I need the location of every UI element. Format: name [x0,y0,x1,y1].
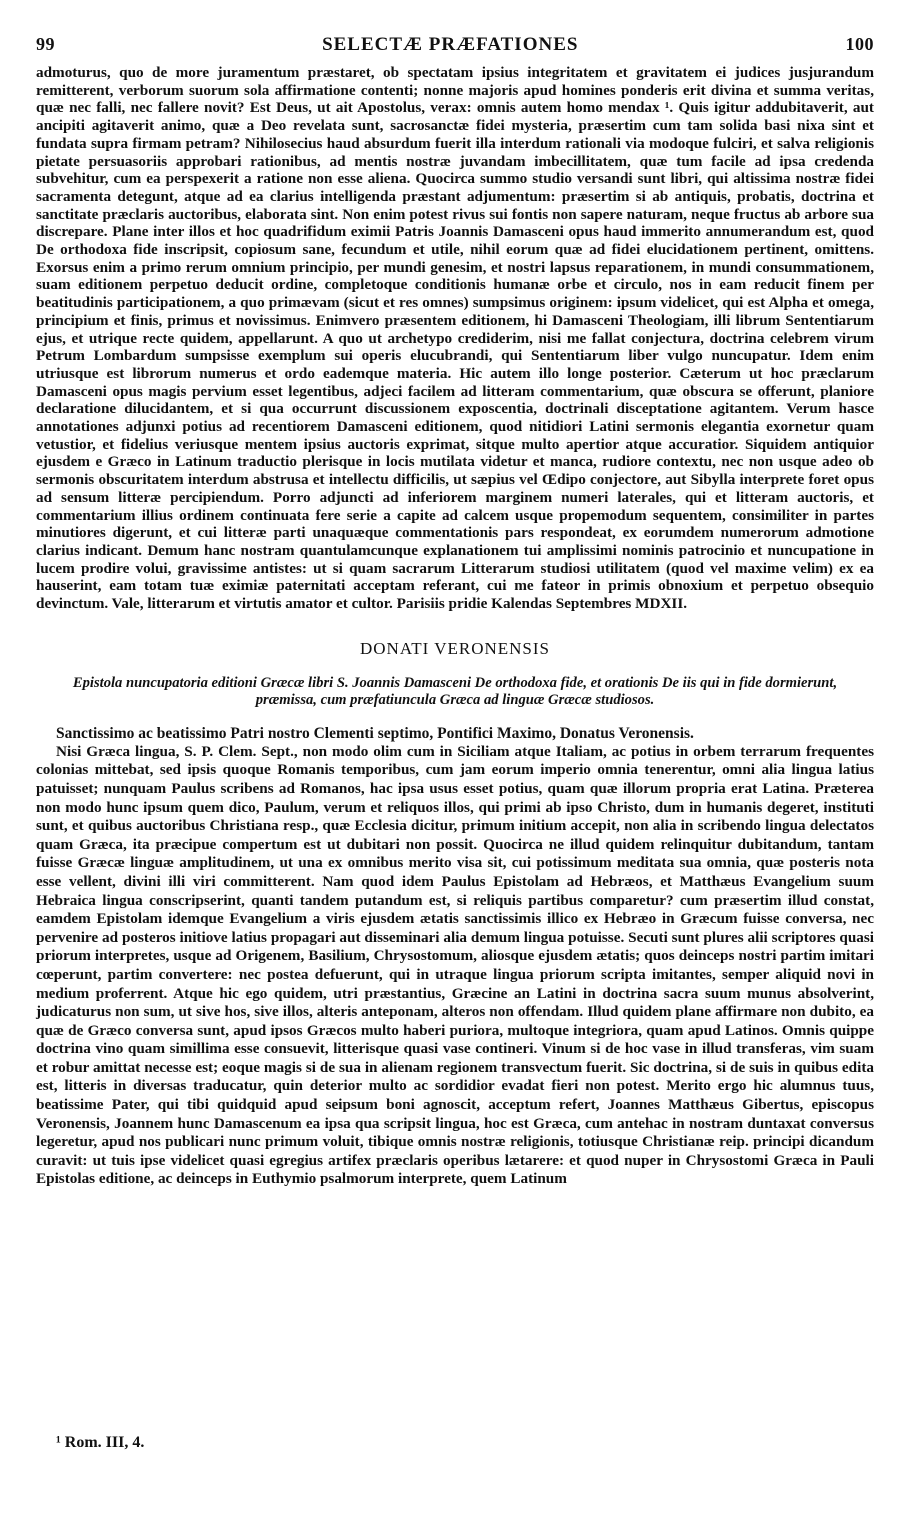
section-subtitle: Epistola nuncupatoria editioni Græcæ libri S. Joannis Damasceni De orthodoxa fide, et orationis De iis qui in fide dormierunt, præmissa, cum præfatiuncula Græca ad linguæ Græcæ studiosos. [72,674,838,708]
running-title: SELECTÆ PRÆFATIONES [322,34,579,55]
first-section-text: admoturus, quo de more juramentum præstaret, ob spectatam ipsius integritatem et gravitatem ei judices jusjurandum remitterent, verborum suorum sola affirmatione contenti; nonne majoris apud homines ponderis erit divina et summa veritas, quæ nec falli, nec fallere novit? Est Deus, ut ait Apostolus, verax: omnis autem homo mendax ¹. Quis igitur addubitaverit, aut ancipiti agitaverit animo, quæ a Deo revelata sunt, sacrosanctæ fidei mysteria, præsertim cum tam solida basi nixa sint et fundata supra firmam petram? Nihilosecius haud absurdum fuerit illa interdum rationali via modoque fulciri, et salva religionis pietate persuasoriis approbari rationibus, ad mentis nostræ juvandam imbecillitatem, quæ tum facile ad ipsa credenda subvehitur, cum ea perspexerit a ratione non esse aliena. Quocirca summo studio versandi sunt libri, qui altissima nostræ fidei sacramenta detegunt, atque ad ea clarius intelligenda præstant adjumentum: præsertim si ab antiquis, probatis, doctrina et sanctitate præclaris auctoribus, elaborata sint. Non enim potest rivus sui fontis non sapere naturam, neque fructus ab arbore sua discrepare. Plane inter illos et hoc quadrifidum eximii Patris Joannis Damasceni opus haud immerito annumerandum est, quod De orthodoxa fide inscripsit, copiosum sane, fecundum et utile, nihil eorum quæ ad fidei elucidationem pertinent, omittens. Exorsus enim a primo rerum omnium principio, per mundi genesim, et nostri lapsus reparationem, in mundi consummationem, suam editionem perpetuo deducit ordine, completoque conditionis humanæ orbe et circulo, nos in eam reducit finem per beatitudinis participationem, a quo primævam (sicut et res omnes) sumpsimus originem: ipsum videlicet, qui est Alpha et omega, principium et finis, primus et novissimus. Enimvero præsentem editionem, hi Damasceni Theologiam, illi librum Sententiarum ejus, et utrique recte quidem, appellarunt. A quo ut archetypo crediderim, nisi me fallat conjectura, doctrina celebrem virum Petrum Lombardum sumpsisse exemplum sui operis elucubrandi, qui Sententiarum liber vulgo nuncupatur. Idem enim utriusque est librorum numerus et ordo eademque materia. Hic autem illo longe posterior. Cæterum ut hoc præclarum Damasceni opus magis pervium esset legentibus, adjeci facilem ad litteram commentarium, quæ obscura se offerunt, planiore declaratione dilucidantem, et si qua occurrunt discussionem exposcentia, doctrinali disceptatione agitantem. Verum hasce annotationes adjunxi potius ad recentiorem Damasceni editionem, quod nitidiori Latini sermonis elegantia exornetur quam vetustior, et fidelius veriusque mentem ipsius auctoris exprimat, sitque multo apertior atque accuratior. Siquidem antiquior ejusdem e Græco in Latinum traductio plerisque in locis mutilata videtur et manca, rudiore contextu, nec non usque adeo ob sermonis obscuritatem interdum abstrusa et intellectu difficilis, ut sæpius vel Œdipo conjectore, aut Sibylla interprete foret opus ad sensum litteræ percipiendum. Porro adjuncti ad inferiorem marginem numeri laterales, qui et litteram auctoris, et commentarium illius ordinem continuata fere serie a capite ad calcem usque propemodum sequentem, consimiliter in partes minutiores digerunt, et cui litteræ parti unaquæque commentationis pars respondeat, ex eorumdem numerorum admotione clarius indicant. Demum hanc nostram quantulamcunque explanationem tui amplissimi nominis patrocinio et nuncupatione in lucem prodire volui, gravissime antistes: ut si quam sacrarum Litterarum studiosi utilitatem (quod vel maxime velim) ex ea hauserint, eam totam tuæ eximiæ paternitati acceptam referant, cui me fateor in primis obnoxium et perpetuo obsequio devinctum. Vale, litterarum et virtutis amator et cultor. Parisiis pridie Kalendas Septembres MDXII. [36,64,874,613]
footnote: ¹ Rom. III, 4. [56,1434,145,1451]
section-heading: DONATI VERONENSIS [360,638,550,658]
page-number-right: 100 [845,34,874,54]
page [36,34,874,1189]
second-section [36,743,874,1189]
running-header [36,34,874,64]
page-number-left: 99 [36,34,55,54]
second-section-text: Nisi Græca lingua, S. P. Clem. Sept., non modo olim cum in Siciliam atque Italiam, ac potius in orbem terrarum frequentes colonias mittebat, sed ipsis quoque Romanis temporibus, cum jam eorum imperio omnia tenerentur, omni alia lingua latius patuisset; nunquam Paulus scribens ad Romanos, hac ipsa usus esset potius, quam quæ illorum propria erat Latina. Præterea non modo hunc ipsum quem dico, Paulum, verum et reliquos illos, qui primi ab ipso Christo, dum in humanis degeret, instituti sunt, et quibus auctoribus Christiana resp., quæ Ecclesia dicitur, primum initium accepit, non alia in scribendo lingua delectatos quam Græca, ita præcipue compertum est ut dubitari non possit. Quocirca ne illud quidem relinquitur dubitandum, tantam fuisse Græcæ linguæ amplitudinem, ut una ex omnibus merito visa sit, cui potissimum meditata sua omnia, quæ posteris nota esse vellent, divini illi viri committerent. Nam quod idem Paulus Epistolam ad Hebræos, et Matthæus Evangelium suum Hebraica lingua conscripserint, quanti tandem putandum est, si reliquis partibus comparetur? cum præsertim illud constat, eamdem Epistolam idemque Evangelium a viris ejusdem ætatis sanctissimis illico ex Hebræo in Græcum fuisse conversa, nec pervenire ad posteros initiove latius propagari aut disseminari alia demum lingua potuisse. Secuti sunt plures alii scriptores quasi priorum interpretes, usque ad Origenem, Basilium, Chrysostomum, aliosque ejusdem ætatis; quos deinceps nostri partim imitari cœperunt, partim convertere: nec postea defuerunt, qui in utraque lingua priorum scripta imitantes, semper aliquid novi in medium proferrent. Atque hic ego quidem, utri præstantius, Græcine an Latini in doctrina sacra suum munus absolverint, judicaturus non sum, ut sive hos, sive illos, alteris anteponam, alteros non offendam. Illud quidem plane affirmare non dubito, ea quæ de Græco conversa sunt, apud ipsos Græcos multo haberi puriora, multoque integriora, quam apud Latinos. Omnis quippe doctrina vino quam simillima esse consuevit, litterisque quasi vase contineri. Vinum si de hoc vase in illud transferas, vim suam et robur amittat necesse est; eoque magis si de sua in alienam regionem transvectum fuerit. Sic doctrina, si de suis in quibus edita est, litteris in diversas traducatur, quin deterior multo ac sordidior evadat fieri non potest. Merito ergo hic alumnus tuus, beatissime Pater, qui tibi quidquid apud seipsum boni agnoscit, acceptum refert, Joannes Matthæus Gibertus, episcopus Veronensis, Joannem hunc Damascenum ea ipsa qua scripsit lingua, hoc est Græca, cum antehac in nostram duntaxat conversus legeretur, apud nos publicari nunc primum voluit, tibique omnis nostræ religionis, totiusque Christianæ reip. principi dicandum curavit: ut tuis ipse videlicet quasi egregius artifex præclaris operibus lætarere: et quod nuper in Chrysostomi Græca in Pauli Epistolas editione, ac deinceps in Euthymio psalmorum interprete, quem Latinum [36,742,874,1188]
dedication-greeting: Sanctissimo ac beatissimo Patri nostro Clementi septimo, Pontifici Maximo, Donatus Veronensis. [56,724,694,742]
first-section [36,64,874,613]
